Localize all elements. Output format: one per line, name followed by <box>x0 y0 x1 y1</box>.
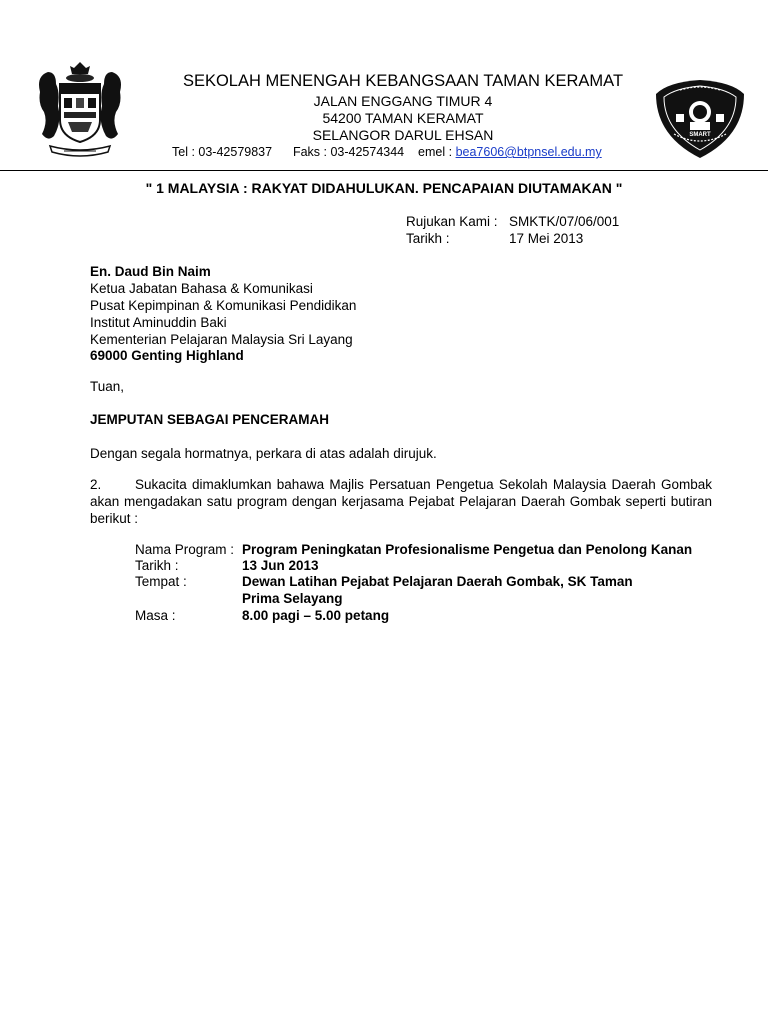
recipient-line-5: 69000 Genting Highland <box>90 348 244 363</box>
recipient-line-3: Institut Aminuddin Baki <box>90 315 227 330</box>
recipient-line-1: Ketua Jabatan Bahasa & Komunikasi <box>90 281 313 296</box>
program-date-value: 13 Jun 2013 <box>242 558 319 573</box>
email-label: emel : <box>418 145 453 159</box>
salutation: Tuan, <box>90 379 125 394</box>
coat-of-arms-logo <box>34 62 126 158</box>
fax: Faks : 03-42574344 <box>292 145 405 159</box>
program-name-value: Program Peningkatan Profesionalisme Pengetua dan Penolong Kanan <box>242 542 693 557</box>
paragraph-1: Dengan segala hormatnya, perkara di atas adalah dirujuk. <box>90 446 437 461</box>
school-logo-text: SMART <box>689 132 711 138</box>
program-name-label: Nama Program : <box>135 542 235 557</box>
address-line-1: JALAN ENGGANG TIMUR 4 <box>313 93 493 109</box>
date-value: 17 Mei 2013 <box>509 231 584 246</box>
program-date-label: Tarikh : <box>135 558 179 573</box>
program-time-label: Masa : <box>135 608 176 623</box>
contact-line <box>172 145 602 159</box>
date-label: Tarikh : <box>406 231 450 246</box>
ref-value: SMKTK/07/06/001 <box>509 214 620 229</box>
recipient-line-4: Kementerian Pelajaran Malaysia Sri Layang <box>90 332 353 347</box>
address-line-3: SELANGOR DARUL EHSAN <box>312 127 494 143</box>
program-place-value-1: Dewan Latihan Pejabat Pelajaran Daerah Gombak, SK Taman <box>242 574 633 589</box>
paragraph-2-number: 2. <box>90 477 102 492</box>
program-place-label: Tempat : <box>135 574 187 589</box>
header-divider <box>0 170 768 171</box>
paragraph-2-text: Sukacita dimaklumkan bahawa Majlis Persatuan Pengetua Sekolah Malaysia Daerah Gombak akan mengadakan satu program dengan kerjasama Pejabat Pelajaran Daerah Gombak seperti butiran berikut : <box>90 477 712 526</box>
paragraph-2 <box>90 476 712 527</box>
school-logo <box>652 78 748 160</box>
tel: Tel : 03-42579837 <box>172 145 273 159</box>
subject: JEMPUTAN SEBAGAI PENCERAMAH <box>90 412 330 427</box>
email-link[interactable]: bea7606@btpnsel.edu.my <box>455 145 602 159</box>
program-place-value-2: Prima Selayang <box>242 591 343 606</box>
address-line-2: 54200 TAMAN KERAMAT <box>322 110 484 126</box>
recipient-name: En. Daud Bin Naim <box>90 264 211 279</box>
school-name: SEKOLAH MENENGAH KEBANGSAAN TAMAN KERAMAT <box>182 72 624 90</box>
program-time-value: 8.00 pagi – 5.00 petang <box>242 608 390 623</box>
slogan: " 1 MALAYSIA : RAKYAT DIDAHULUKAN. PENCAPAIAN DIUTAMAKAN " <box>145 180 623 196</box>
ref-label: Rujukan Kami : <box>406 214 498 229</box>
recipient-line-2: Pusat Kepimpinan & Komunikasi Pendidikan <box>90 298 357 313</box>
